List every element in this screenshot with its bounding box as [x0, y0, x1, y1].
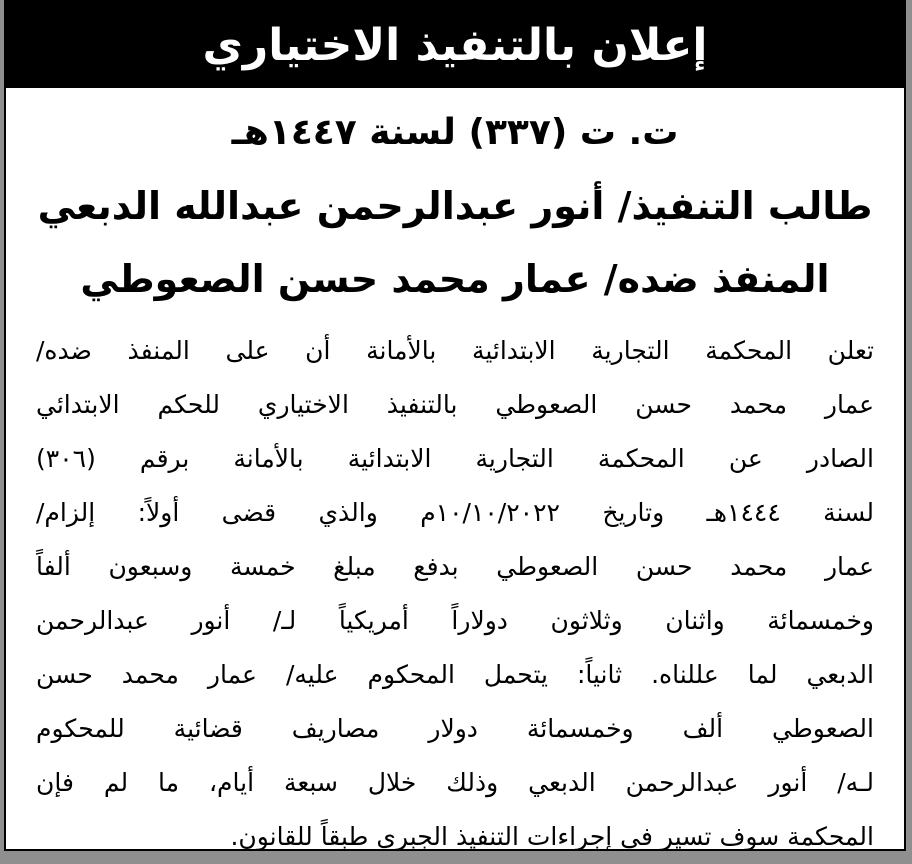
execution-respondent: المنفذ ضده/ عمار محمد حسن الصعوطي [80, 257, 830, 301]
body-line: لسنة ١٤٤٤هـ وتاريخ ١٠/١٠/٢٠٢٢م والذي قضى أولاً: إلزام/ [36, 498, 874, 527]
body-line: عمار محمد حسن الصعوطي بالتنفيذ الاختياري للحكم الابتدائي [36, 390, 874, 419]
body-line: الدبعي لما عللناه. ثانياً: يتحمل المحكوم عليه/ عمار محمد حسن [36, 660, 874, 689]
body-line: عمار محمد حسن الصعوطي بدفع مبلغ خمسة وسبعون ألفاً [36, 552, 874, 581]
body-line: لـه/ أنور عبدالرحمن الدبعي وذلك خلال سبعة أيام، ما لم فإن [36, 768, 874, 797]
execution-applicant: طالب التنفيذ/ أنور عبدالرحمن عبدالله الدبعي [37, 184, 873, 228]
body-line: المحكمة سوف تسير في إجراءات التنفيذ الجبري طبقاً للقانون. [230, 822, 874, 851]
body-line: الصادر عن المحكمة التجارية الابتدائية بالأمانة برقم (٣٠٦) [36, 444, 874, 473]
body-line: الصعوطي ألف وخمسمائة دولار مصاريف قضائية للمحكوم [36, 714, 874, 743]
body-line: تعلن المحكمة التجارية الابتدائية بالأمانة أن على المنفذ ضده/ [36, 336, 874, 365]
body-line: وخمسمائة واثنان وثلاثون دولاراً أمريكياً لـ/ أنور عبدالرحمن [36, 606, 874, 635]
case-reference: ت. ت (٣٣٧) لسنة ١٤٤٧هـ [231, 112, 679, 153]
announcement-body [36, 324, 874, 864]
announcement-title: إعلان بالتنفيذ الاختياري [6, 2, 904, 88]
announcement-frame [4, 0, 906, 851]
